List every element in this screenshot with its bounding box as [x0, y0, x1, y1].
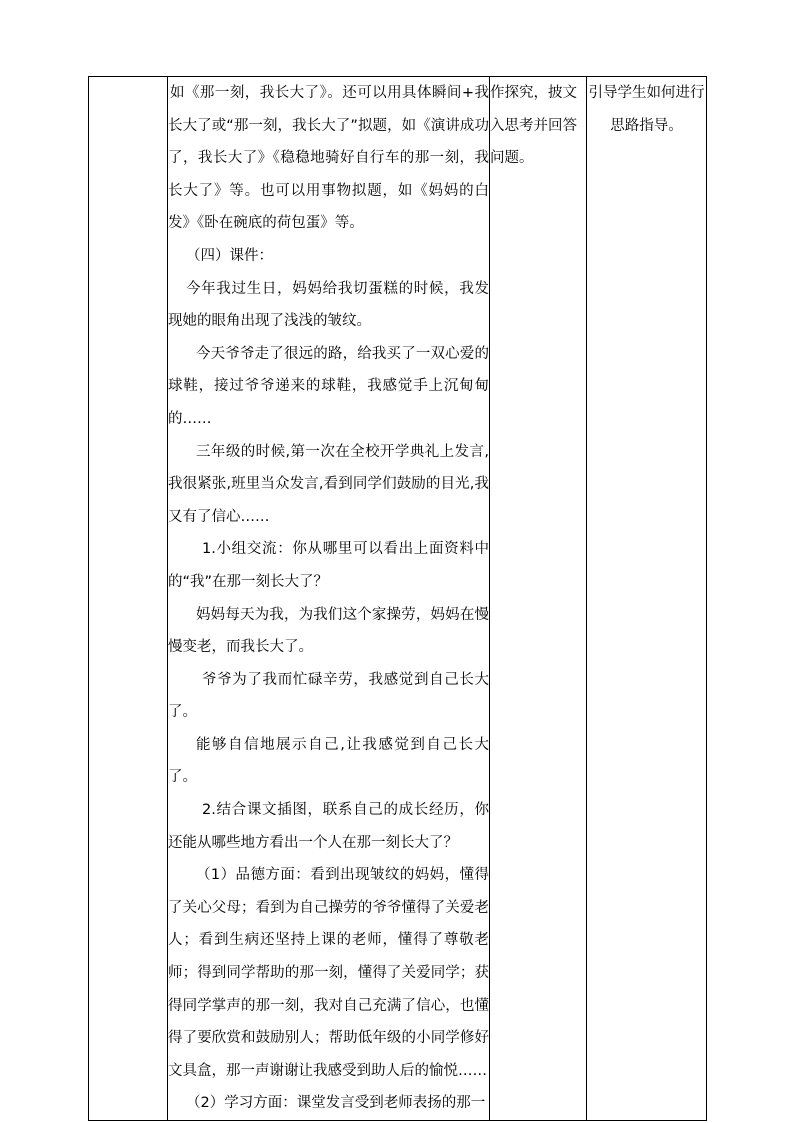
- paragraph-example-birthday: 今年我过生日，妈妈给我切蛋糕的时候，我发现她的眼角出现了浅浅的皱纹。: [168, 280, 489, 330]
- paragraph-answer-grandpa: 爷爷为了我而忙碌辛劳，我感觉到自己长大了。: [168, 671, 489, 721]
- blank-cell: [89, 77, 168, 1121]
- teaching-content-cell: [168, 77, 490, 1121]
- table-row: [89, 77, 707, 1121]
- paragraph-example-grandpa: 今天爷爷走了很远的路，给我买了一双心爱的球鞋，接过爷爷递来的球鞋，我感觉手上沉甸甸的……: [168, 345, 489, 427]
- paragraph-illustration-question: 2.结合课文插图，联系自己的成长经历，你还能从哪些地方看出一个人在那一刻长大了？: [168, 802, 489, 851]
- paragraph-example-speech: 三年级的时候,第一次在全校开学典礼上发言,我很紧张,班里当众发言,看到同学们鼓励的目光,我又有了信心……: [168, 443, 489, 525]
- teacher-guide-cell: [587, 77, 707, 1121]
- paragraph-title-methods: 如《那一刻，我长大了》。还可以用具体瞬间+我长大了或“那一刻，我长大了”拟题，如《演讲成功了，我长大了》《稳稳地骑好自行车的那一刻，我长大了》等。也可以用事物拟题，如《妈妈的白发》《卧在碗底的荷包蛋》等。: [168, 85, 489, 232]
- paragraph-courseware-heading: （四）课件：: [186, 247, 273, 264]
- paragraph-answer-mother: 妈妈每天为我，为我们这个家操劳，妈妈在慢慢变老，而我长大了。: [168, 606, 489, 656]
- paragraph-moral-aspect: （1）品德方面：看到出现皱纹的妈妈，懂得了关心父母；看到为自己操劳的爷爷懂得了关爱老人；看到生病还坚持上课的老师，懂得了尊敬老师；得到同学帮助的那一刻，懂得了关爱同学；获得同学掌声的那一刻，我对自己充满了信心，也懂得了要欣赏和鼓励别人；帮助低年级的小同学修好文具盒，那一声谢谢让我感受到助人后的愉悦……: [168, 867, 489, 1079]
- paragraph-group-discussion: 1.小组交流：你从哪里可以看出上面资料中的“我”在那一刻长大了？: [168, 541, 489, 590]
- student-activity-cell: [490, 77, 587, 1121]
- teacher-guide-text: 引导学生如何进行思路指导。: [588, 85, 705, 134]
- paragraph-answer-confidence: 能够自信地展示自己,让我感觉到自己长大了。: [168, 736, 489, 786]
- lesson-plan-table: [88, 76, 707, 1121]
- student-activity-text: 作探究，披文入思考并回答问题。: [490, 85, 577, 167]
- paragraph-study-aspect: （2）学习方面：课堂发言受到老师表扬的那一: [186, 1095, 486, 1112]
